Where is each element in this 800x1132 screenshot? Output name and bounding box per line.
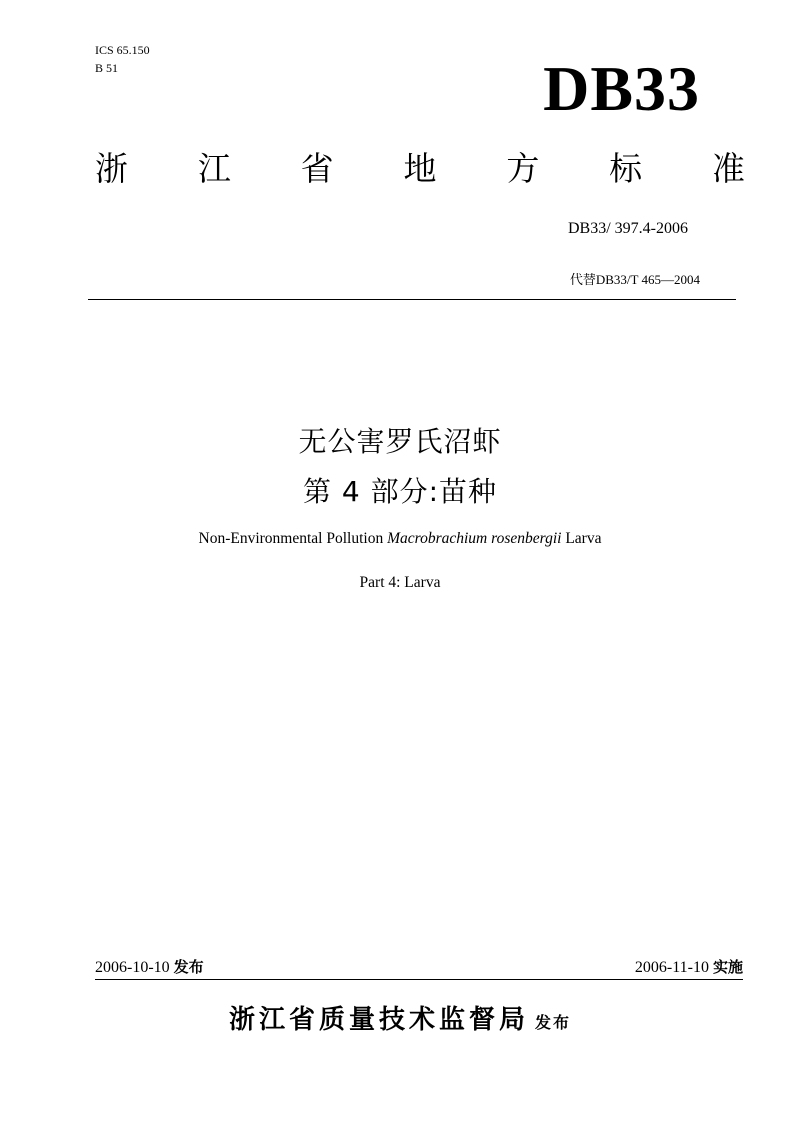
title-cn-line2: 第 4 部分:苗种 bbox=[302, 475, 498, 508]
replaces-note: 代替DB33/T 465—2004 bbox=[569, 272, 700, 287]
standard-type-title bbox=[95, 146, 745, 192]
publish-date bbox=[95, 956, 204, 979]
db33-logo: DB33 bbox=[543, 53, 700, 124]
implement-date bbox=[635, 956, 743, 979]
issuer bbox=[0, 1002, 800, 1041]
standard-type-char: 浙 bbox=[95, 149, 128, 188]
issuer-name: 浙江省质量技术监督局 bbox=[228, 1005, 529, 1035]
issuer-suffix: 发布 bbox=[535, 1013, 572, 1032]
title-en-prefix: Non-Environmental Pollution bbox=[198, 530, 388, 547]
standard-type-char: 准 bbox=[711, 149, 745, 188]
publish-label: 发布 bbox=[173, 958, 204, 976]
title-cn-line1: 无公害罗氏沼虾 bbox=[298, 425, 502, 458]
standard-type-char: 江 bbox=[197, 149, 231, 188]
title-en bbox=[0, 528, 800, 550]
standard-type-char: 省 bbox=[300, 149, 334, 188]
standard-type-char: 地 bbox=[403, 149, 437, 188]
title-en-suffix: Larva bbox=[561, 530, 602, 547]
classification-code: B 51 bbox=[95, 61, 119, 75]
bottom-divider bbox=[95, 979, 743, 980]
standard-type-char: 方 bbox=[506, 149, 540, 188]
implement-label: 实施 bbox=[712, 958, 743, 976]
ics-code: ICS 65.150 bbox=[95, 43, 150, 57]
standard-number: DB33/ 397.4-2006 bbox=[568, 220, 688, 237]
publish-date-value: 2006-10-10 bbox=[95, 959, 170, 976]
top-divider bbox=[88, 299, 736, 300]
standard-type-char: 标 bbox=[609, 149, 643, 188]
implement-date-value: 2006-11-10 bbox=[634, 959, 709, 976]
part-title-en: Part 4: Larva bbox=[359, 574, 441, 591]
title-en-species: Macrobrachium rosenbergii bbox=[387, 530, 562, 547]
